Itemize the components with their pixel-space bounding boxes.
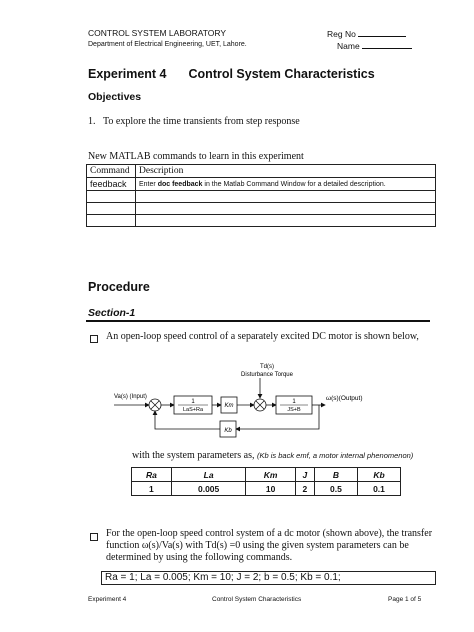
block-diagram [112, 360, 372, 445]
procedure-heading: Procedure [88, 280, 150, 294]
param-header: La [171, 468, 246, 482]
bullet-text-1: An open-loop speed control of a separately excited DC motor is shown below, [106, 331, 419, 342]
commands-intro: New MATLAB commands to learn in this experiment [88, 151, 304, 162]
param-header: Km [246, 468, 295, 482]
param-header: B [314, 468, 357, 482]
header-description: Description [136, 165, 436, 178]
mechanical-denominator: JS+B [287, 407, 301, 413]
footer-page: Page 1 of 5 [388, 596, 422, 603]
table-row [87, 203, 436, 215]
param-value: 2 [295, 482, 314, 496]
mechanical-numerator: 1 [292, 399, 296, 405]
param-value: 0.005 [171, 482, 246, 496]
param-header: Kb [357, 468, 400, 482]
lab-name: CONTROL SYSTEM LABORATORY [88, 28, 227, 38]
footer-center: Control System Characteristics [212, 596, 302, 603]
objective-item [88, 116, 300, 127]
table-row [132, 482, 401, 496]
square-bullet-icon [90, 533, 98, 541]
footer-left: Experiment 4 [88, 596, 127, 603]
student-fields [327, 28, 412, 52]
commands-table [86, 164, 436, 227]
param-value: 10 [246, 482, 295, 496]
reg-blank [358, 28, 406, 37]
td-label: Td(s) [260, 364, 274, 370]
param-header: J [295, 468, 314, 482]
desc-bold: doc feedback [157, 180, 203, 188]
objective-text: To explore the time transients from step response [103, 116, 300, 127]
table-row [87, 215, 436, 227]
kb-label: Kb [224, 428, 232, 434]
description-cell [136, 178, 436, 191]
code-box: Ra = 1; La = 0.005; Km = 10; J = 2; b = 0.5; Kb = 0.1; [101, 571, 436, 585]
params-text: with the system parameters as, [132, 450, 255, 461]
input-label: Va(s) (Input) [114, 394, 147, 400]
desc-pre: Enter [139, 180, 158, 188]
name-blank [362, 40, 412, 49]
bullet-text-2: For the open-loop speed control system of a dc motor (shown above), the transfer function ω(s)/Va(s) with Td(s) =0 using the given system parameters can be determined by using the following commands. [106, 528, 433, 563]
param-value: 0.1 [357, 482, 400, 496]
table-row [87, 178, 436, 191]
desc-post: in the Matlab Command Window for a detailed description. [202, 180, 386, 188]
section-rule [86, 320, 430, 322]
param-header: Ra [132, 468, 172, 482]
output-label: ω(s)(Output) [326, 395, 363, 402]
table-header-row [87, 165, 436, 178]
experiment-name: Control System Characteristics [188, 67, 375, 81]
reg-label: Reg No [327, 29, 356, 39]
armature-numerator: 1 [191, 399, 195, 405]
km-label: Km [224, 403, 234, 409]
command-cell: feedback [87, 178, 136, 191]
param-value: 1 [132, 482, 172, 496]
parameters-intro [132, 450, 413, 461]
name-label: Name [337, 41, 360, 51]
header-command: Command [87, 165, 136, 178]
experiment-title [88, 67, 375, 81]
table-header-row [132, 468, 401, 482]
parameters-table [131, 467, 401, 496]
params-note: (Kb is back emf, a motor internal phenomenon) [256, 451, 414, 460]
objectives-heading: Objectives [88, 91, 142, 103]
param-value: 0.5 [314, 482, 357, 496]
square-bullet-icon [90, 335, 98, 343]
table-row [87, 191, 436, 203]
armature-denominator: LaS+Ra [182, 407, 204, 413]
experiment-number: Experiment 4 [88, 67, 167, 81]
department-name: Department of Electrical Engineering, UET, Lahore. [88, 41, 247, 48]
objective-number: 1. [88, 116, 96, 127]
document-header [88, 28, 247, 50]
section-heading: Section-1 [88, 307, 136, 319]
disturbance-label: Disturbance Torque [241, 372, 293, 378]
